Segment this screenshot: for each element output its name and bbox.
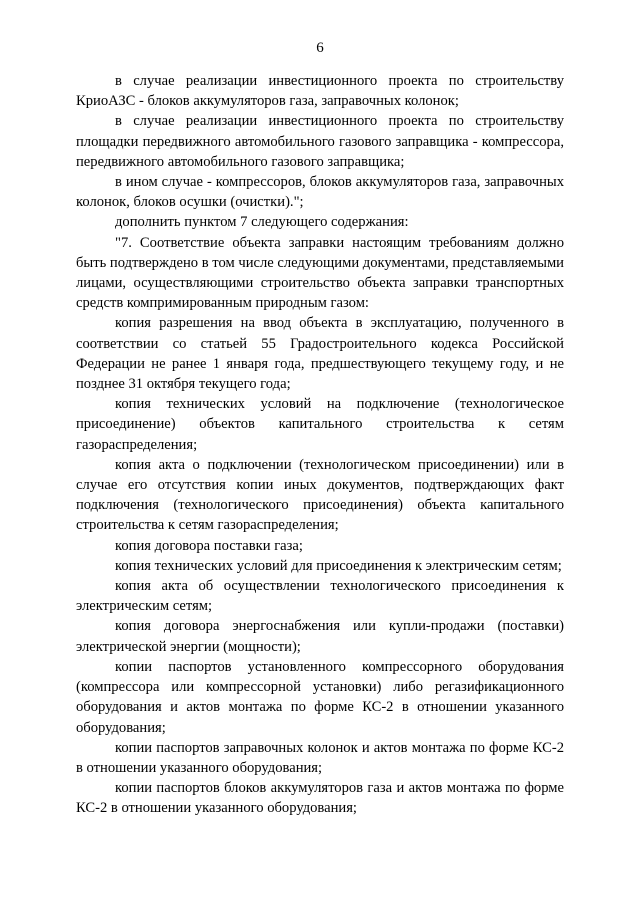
paragraph: копия акта об осуществлении технологического присоединения к электрическим сетям; bbox=[76, 578, 564, 615]
paragraph: копии паспортов установленного компрессорного оборудования (компрессора или компрессорной установки) либо регазификационного оборудования и актов монтажа по форме КС-2 в отношении указанного оборудования; bbox=[76, 658, 564, 736]
paragraph: копия договора энергоснабжения или купли-продажи (поставки) электрической энергии (мощности); bbox=[76, 618, 564, 655]
paragraph: копия акта о подключении (технологическом присоединении) или в случае его отсутствия копии иных документов, подтверждающих факт подключения (технологического присоединения) объекта капитального строительства к сетям газораспределения; bbox=[76, 456, 564, 534]
paragraph: копия технических условий для присоединения к электрическим сетям; bbox=[115, 557, 562, 574]
paragraph: копия разрешения на ввод объекта в эксплуатацию, полученного в соответствии со статьей 55 Градостроительного кодекса Российской Федерации не ранее 1 января года, предшествующего текущему году, и не позднее 31 октября текущего года; bbox=[76, 315, 564, 393]
paragraph: в случае реализации инвестиционного проекта по строительству КриоАЗС - блоков аккумуляторов газа, заправочных колонок; bbox=[76, 73, 564, 110]
page-number: 6 bbox=[316, 40, 324, 56]
paragraph: копия договора поставки газа; bbox=[115, 537, 303, 554]
paragraph: копия технических условий на подключение (технологическое присоединение) объектов капитального строительства к сетям газораспределения; bbox=[76, 396, 564, 453]
paragraph: "7. Соответствие объекта заправки настоящим требованиям должно быть подтверждено в том числе следующими документами, представляемыми лицами, осуществляющими строительство объекта заправки транспортных средств компримированным природным газом: bbox=[76, 234, 564, 312]
paragraph: в ином случае - компрессоров, блоков аккумуляторов газа, заправочных колонок, блоков осушки (очистки)."; bbox=[76, 174, 564, 211]
paragraph: дополнить пунктом 7 следующего содержания: bbox=[115, 214, 409, 231]
paragraph: копии паспортов заправочных колонок и актов монтажа по форме КС-2 в отношении указанного оборудования; bbox=[76, 739, 564, 776]
paragraph: в случае реализации инвестиционного проекта по строительству площадки передвижного автомобильного газового заправщика - компрессора, передвижного автомобильного газового заправщика; bbox=[76, 113, 564, 170]
paragraph: копии паспортов блоков аккумуляторов газа и актов монтажа по форме КС-2 в отношении указанного оборудования; bbox=[76, 780, 564, 817]
document-body bbox=[76, 71, 564, 819]
